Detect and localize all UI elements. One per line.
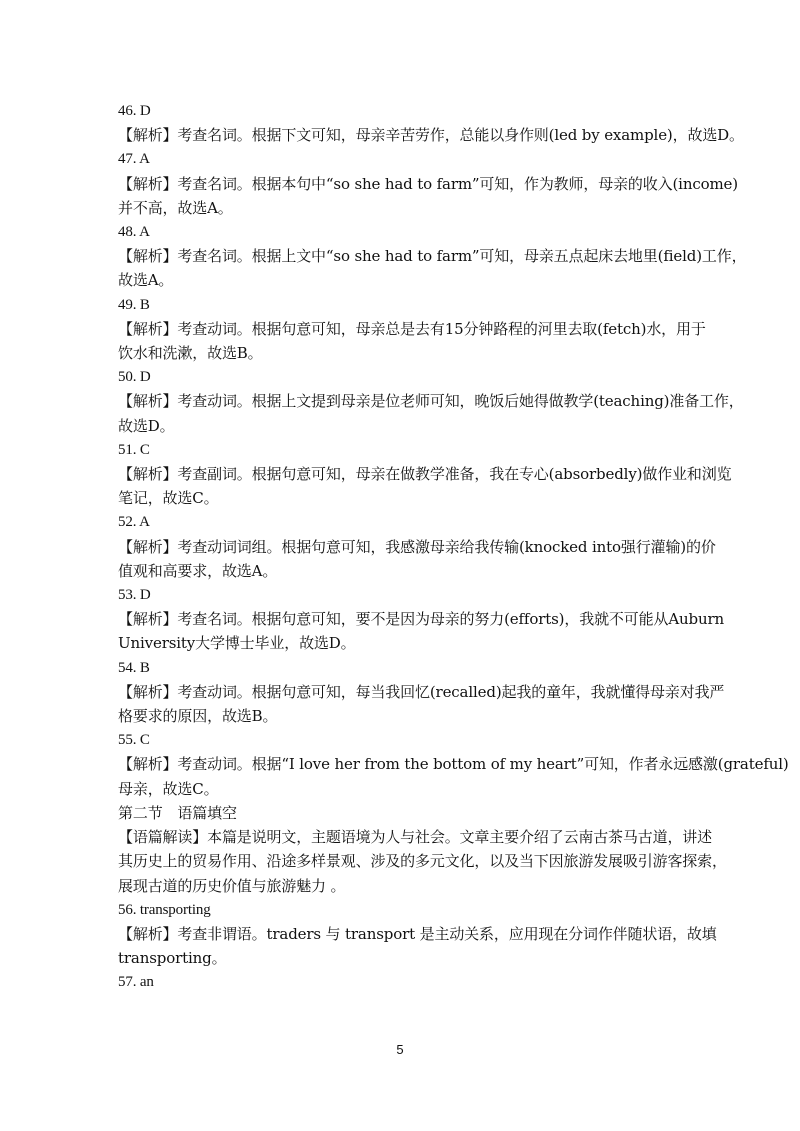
analysis-48-line-1: 【解析】考查名词。根据上文中“so she had to farm”可知，母亲五点起床去地里(field)工作， — [118, 247, 747, 266]
analysis-48-line-2: 故选A。 — [118, 271, 174, 290]
analysis-49-line-2: 饮水和洗漱，故选B。 — [118, 344, 263, 363]
answer-54: 54. B — [118, 659, 150, 676]
answer-55: 55. C — [118, 732, 150, 749]
passage-interpretation-line-3: 展现古道的历史价值与旅游魅力 。 — [118, 876, 346, 895]
answer-56: 56. transporting — [118, 901, 211, 918]
answer-49: 49. B — [118, 296, 150, 313]
analysis-47-line-2: 并不高，故选A。 — [118, 198, 233, 217]
analysis-52-line-2: 值观和高要求，故选A。 — [118, 561, 278, 580]
answer-47: 47. A — [118, 151, 150, 168]
page-number: 5 — [396, 1042, 404, 1057]
passage-interpretation-line-1: 【语篇解读】本篇是说明文，主题语境为人与社会。文章主要介绍了云南古茶马古道，讲述 — [118, 828, 713, 847]
analysis-54-line-2: 格要求的原因，故选B。 — [118, 707, 278, 726]
analysis-55-line-1: 【解析】考查动词。根据“I love her from the bottom of my heart”可知，作者永远感激(grateful) — [118, 755, 789, 774]
answer-48: 48. A — [118, 224, 150, 241]
answer-51: 51. C — [118, 441, 150, 458]
analysis-46: 【解析】考查名词。根据下文可知，母亲辛苦劳作，总能以身作则(led by example)，故选D。 — [118, 126, 744, 145]
analysis-56-line-2: transporting。 — [118, 949, 227, 968]
analysis-56-line-1: 【解析】考查非谓语。traders 与 transport 是主动关系，应用现在分词作伴随状语，故填 — [118, 924, 717, 943]
answer-explanations — [118, 99, 789, 995]
answer-57: 57. an — [118, 974, 154, 991]
analysis-51-line-1: 【解析】考查副词。根据句意可知，母亲在做教学准备，我在专心(absorbedly)做作业和浏览 — [118, 465, 732, 484]
analysis-49-line-1: 【解析】考查动词。根据句意可知，母亲总是去有15分钟路程的河里去取(fetch)水，用于 — [118, 319, 706, 338]
analysis-47-line-1: 【解析】考查名词。根据本句中“so she had to farm”可知，作为教师，母亲的收入(income) — [118, 174, 738, 193]
analysis-53-line-1: 【解析】考查名词。根据句意可知，要不是因为母亲的努力(efforts)，我就不可能从Auburn — [118, 610, 725, 629]
analysis-50-line-2: 故选D。 — [118, 416, 175, 435]
answer-53: 53. D — [118, 587, 151, 604]
answer-52: 52. A — [118, 514, 150, 531]
answer-46: 46. D — [118, 103, 151, 119]
analysis-53-line-2: University大学博士毕业，故选D。 — [118, 634, 356, 653]
answer-50: 50. D — [118, 369, 151, 386]
section-heading: 第二节 语篇填空 — [118, 803, 237, 822]
analysis-55-line-2: 母亲，故选C。 — [118, 779, 219, 798]
analysis-50-line-1: 【解析】考查动词。根据上文提到母亲是位老师可知，晚饭后她得做教学(teaching)准备工作， — [118, 392, 744, 411]
analysis-52-line-1: 【解析】考查动词词组。根据句意可知，我感激母亲给我传输(knocked into强行灌输)的价 — [118, 537, 716, 556]
passage-interpretation-line-2: 其历史上的贸易作用、沿途多样景观、涉及的多元文化，以及当下因旅游发展吸引游客探索， — [118, 852, 727, 871]
analysis-54-line-1: 【解析】考查动词。根据句意可知，每当我回忆(recalled)起我的童年，我就懂得母亲对我严 — [118, 682, 725, 701]
analysis-51-line-2: 笔记，故选C。 — [118, 489, 219, 508]
